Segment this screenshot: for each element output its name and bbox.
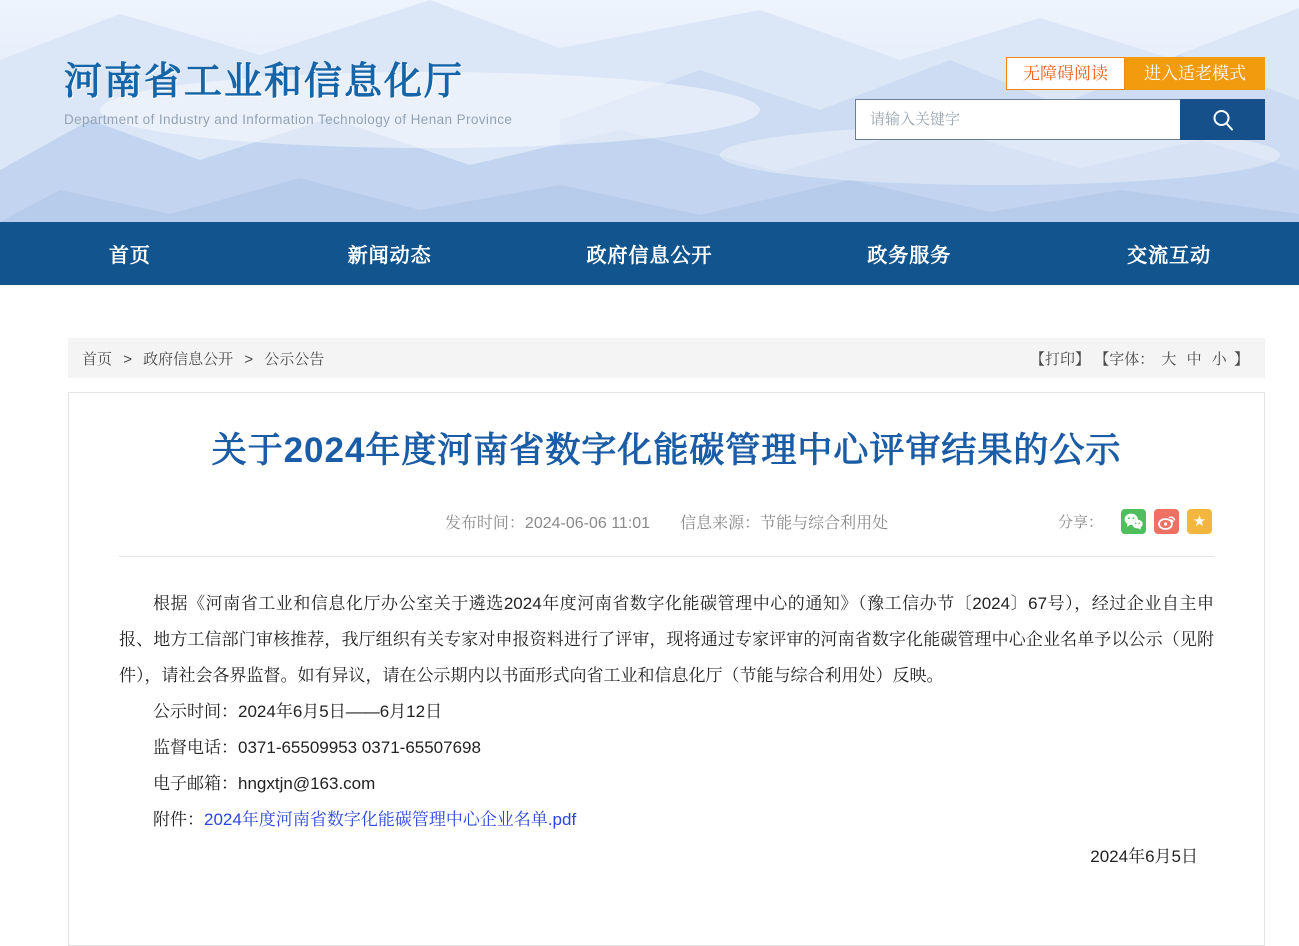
nav-item-home[interactable]: 首页 [108,245,151,267]
supervision-phone-line [119,730,1214,766]
info-source [680,510,888,533]
publicity-period-value: 2024年6月5日——6月12日 [238,702,443,721]
font-size-small-button[interactable]: 小 [1211,350,1227,368]
font-size-medium-button[interactable]: 中 [1186,350,1202,368]
share-weibo-button[interactable] [1154,509,1179,534]
breadcrumb-home[interactable]: 首页 [82,350,113,368]
nav-item-interaction[interactable]: 交流互动 [1127,245,1212,267]
attachment-pdf-link[interactable]: 2024年度河南省数字化能碳管理中心企业名单.pdf [204,810,577,829]
email-line [119,766,1214,802]
article-body [119,586,1214,875]
print-button[interactable]: 【打印】 [1030,350,1091,368]
site-logo[interactable] [64,50,512,127]
nav-item-services[interactable]: 政务服务 [867,245,952,267]
attachment-label: 附件： [153,810,204,829]
article-card [68,392,1265,946]
article-title: 关于2024年度河南省数字化能碳管理中心评审结果的公示 [211,431,1122,470]
search-input[interactable] [855,99,1180,140]
font-size-large-button[interactable]: 大 [1161,350,1177,368]
star-icon: ★ [1192,512,1207,530]
breadcrumb [82,348,324,369]
email-value: hngxtjn@163.com [238,774,376,793]
share-qzone-button[interactable] [1187,509,1212,534]
supervision-phone-value: 0371-65509953 0371-65507698 [238,738,481,757]
share-section [1058,507,1212,535]
site-title: 河南省工业和信息化厅 [64,61,465,103]
publish-time-value: 2024-06-06 11:01 [524,514,651,532]
search-icon [1210,107,1236,133]
share-label: 分享： [1057,513,1103,531]
breadcrumb-announcements[interactable]: 公示公告 [264,350,325,368]
site-title-english: Department of Industry and Information Technology of Henan Province [64,112,513,127]
email-label: 电子邮箱： [153,774,238,793]
font-size-label-close: 】 [1233,350,1249,368]
search-button[interactable] [1180,99,1265,140]
page-tools [1030,348,1249,369]
supervision-phone-label: 监督电话： [153,738,238,757]
header-controls [1006,57,1265,90]
publish-time-label: 发布时间： [444,514,525,532]
article-meta [119,507,1214,535]
font-size-label: 【字体： [1094,350,1155,368]
nav-item-news[interactable]: 新闻动态 [347,245,432,267]
main-navigation [0,222,1299,285]
article-paragraph: 根据《河南省工业和信息化厅办公室关于遴选2024年度河南省数字化能碳管理中心的通知》（豫工信办节〔2024〕67号），经过企业自主申报、地方工信部门审核推荐，我厅组织有关专家对申报资料进行了评审，现将通过专家评审的河南省数字化能碳管理中心企业名单予以公示（见附件），请社会各界监督。如有异议，请在公示期内以书面形式向省工业和信息化厅（节能与综合利用处）反映。 [119,594,1214,685]
breadcrumb-gov-info[interactable]: 政府信息公开 [143,350,234,368]
site-header [0,0,1299,222]
accessibility-reading-button[interactable]: 无障碍阅读 [1006,57,1125,90]
nav-item-gov-info[interactable]: 政府信息公开 [586,245,713,267]
meta-divider [119,556,1214,557]
wechat-icon [1124,513,1143,530]
breadcrumb-bar [68,338,1265,378]
weibo-icon [1158,513,1176,530]
breadcrumb-separator: > [244,350,254,368]
breadcrumb-separator: > [123,350,132,368]
publicity-period-label: 公示时间： [153,702,238,721]
elder-mode-button[interactable]: 进入适老模式 [1125,57,1265,90]
share-wechat-button[interactable] [1121,509,1146,534]
attachment-line [119,802,1214,838]
info-source-label: 信息来源： [680,514,761,532]
sign-date: 2024年6月5日 [1090,847,1198,866]
publicity-period-line [119,694,1214,730]
search-bar [855,99,1265,140]
info-source-value: 节能与综合利用处 [760,514,889,532]
publish-time [445,510,650,533]
